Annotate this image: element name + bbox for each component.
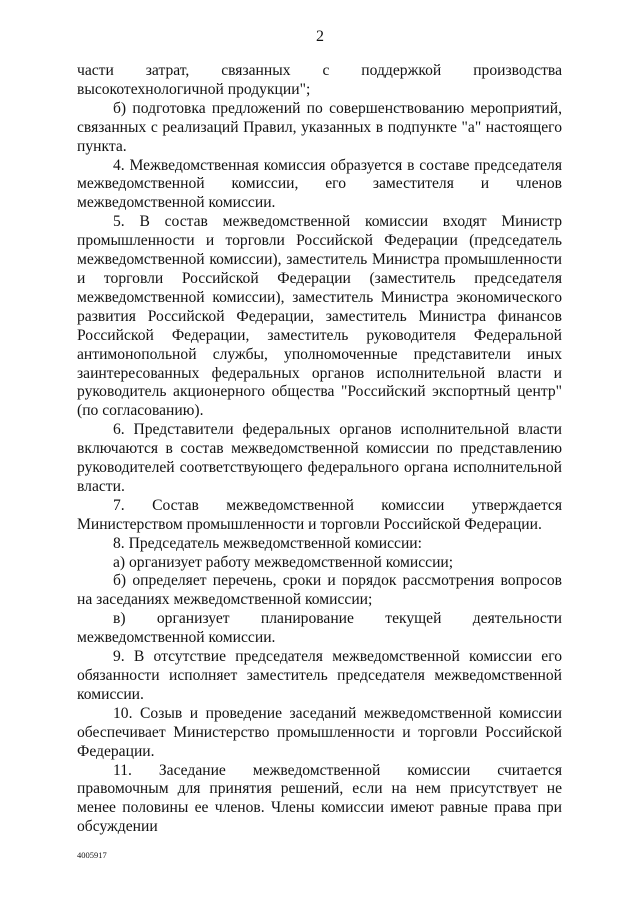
paragraph-continuation: части затрат, связанных с поддержкой производства высокотехнологичной продукции"; (77, 62, 562, 98)
paragraph-11: 11. Заседание межведомственной комиссии считается правомочным для принятия решений, если на нем присутствует не менее половины ее членов. Члены комиссии имеют равные права при обсуждении (77, 761, 562, 836)
document-code: 4005917 (77, 850, 107, 860)
paragraph-6: 6. Представители федеральных органов исполнительной власти включаются в состав межведомственной комиссии по представлению руководителей соответствующего федерального органа исполнительной власти. (77, 421, 562, 495)
page-number: 2 (316, 28, 324, 45)
paragraph-8a: а) организует работу межведомственной комиссии; (113, 553, 454, 571)
paragraph-4: 4. Межведомственная комиссия образуется в составе председателя межведомственной комиссии, его заместителя и членов межведомственной комиссии. (77, 156, 562, 212)
paragraph-8b: б) определяет перечень, сроки и порядок рассмотрения вопросов на заседаниях межведомственной комиссии; (77, 572, 562, 609)
paragraph-8v: в) организует планирование текущей деятельности межведомственной комиссии. (77, 610, 562, 647)
document-body (77, 62, 562, 837)
paragraph-8: 8. Председатель межведомственной комиссии: (113, 534, 422, 552)
paragraph-5: 5. В состав межведомственной комиссии входят Министр промышленности и торговли Российской Федерации (председатель межведомственной комиссии), заместитель Министра промышленности и торговли Российской Федерации (заместитель председателя межведомственной комиссии), заместитель Министра экономического развития Российской Федерации, заместитель Министра финансов Российской Федерации, заместитель руководителя Федеральной антимонопольной службы, уполномоченные представители иных заинтересованных федеральных органов исполнительной власти и руководитель акционерного общества "Российский экспортный центр" (по согласованию). (77, 213, 562, 420)
paragraph-7: 7. Состав межведомственной комиссии утверждается Министерством промышленности и торговли Российской Федерации. (77, 496, 562, 533)
paragraph-3b: б) подготовка предложений по совершенствованию мероприятий, связанных с реализаций Правил, указанных в подпункте "а" настоящего пункта. (77, 99, 562, 155)
paragraph-9: 9. В отсутствие председателя межведомственной комиссии его обязанности исполняет заместитель председателя межведомственной комиссии. (77, 648, 562, 703)
paragraph-10: 10. Созыв и проведение заседаний межведомственной комиссии обеспечивает Министерство промышленности и торговли Российской Федерации. (77, 704, 562, 760)
